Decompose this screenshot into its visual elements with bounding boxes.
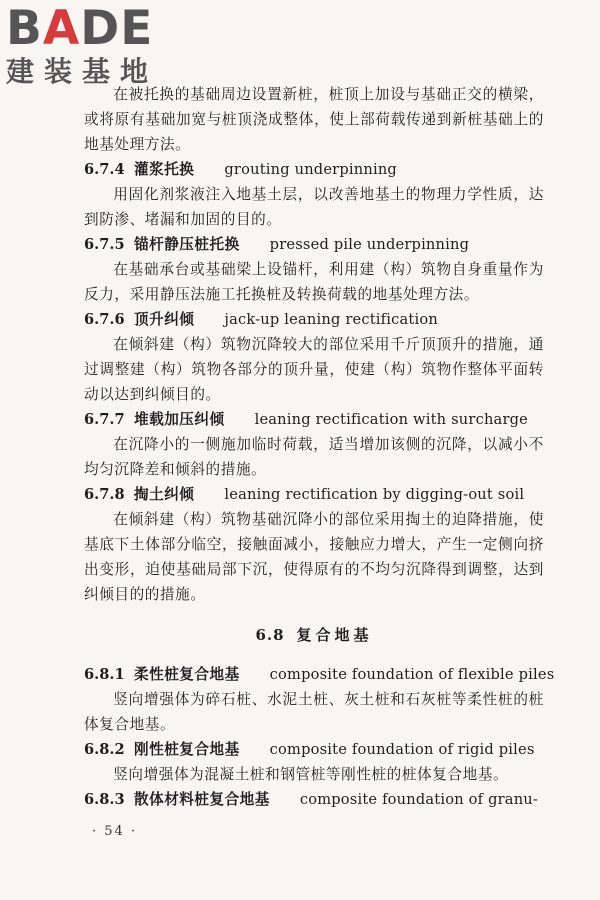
term-english: composite foundation of rigid piles (269, 741, 535, 758)
term-heading (84, 662, 555, 687)
term-6-7-4 (84, 157, 544, 232)
term-english: leaning rectification with surcharge (254, 411, 528, 428)
logo-chinese: 建装基地 (6, 55, 159, 88)
term-chinese: 堆载加压纠倾 (134, 411, 225, 428)
section-heading (84, 623, 544, 648)
term-definition: 竖向增强体为碎石桩、水泥土桩、灰土桩和石灰桩等柔性桩的桩体复合地基。 (84, 691, 544, 733)
term-definition: 在倾斜建（构）筑物沉降较大的部位采用千斤顶顶升的措施，通过调整建（构）筑物各部分的顶升量，使建（构）筑物作整体平面转动以达到纠倾目的。 (84, 336, 544, 403)
term-number: 6.8.2 (84, 741, 125, 758)
term-english: leaning rectification by digging-out soil (224, 486, 525, 503)
page-content (84, 82, 555, 812)
term-english: grouting underpinning (224, 161, 397, 178)
term-english: pressed pile underpinning (269, 236, 470, 253)
term-number: 6.7.4 (84, 161, 125, 178)
term-chinese: 刚性桩复合地基 (134, 741, 240, 758)
term-number: 6.7.8 (84, 486, 125, 503)
term-6-7-5 (84, 232, 544, 307)
term-definition: 用固化剂浆液注入地基土层，以改善地基土的物理力学性质，达到防渗、堵漏和加固的目的。 (84, 186, 544, 228)
term-6-7-6 (84, 307, 544, 407)
term-chinese: 柔性桩复合地基 (134, 666, 240, 683)
term-english: jack-up leaning rectification (224, 311, 438, 328)
logo-letter-a: A (42, 1, 81, 56)
term-6-8-1 (84, 662, 555, 737)
intro-paragraph: 在被托换的基础周边设置新桩，桩顶上加设与基础正交的横梁，或将原有基础加宽与桩顶浇成整体，使上部荷载传递到新桩基础上的地基处理方法。 (84, 86, 544, 153)
term-chinese: 散体材料桩复合地基 (134, 791, 270, 808)
term-chinese: 灌浆托换 (134, 161, 195, 178)
term-heading (84, 157, 544, 182)
term-english: composite foundation of granu- (299, 791, 539, 808)
logo-letters-de: DE (80, 1, 154, 56)
term-6-8-3 (84, 787, 544, 812)
site-logo (6, 1, 196, 88)
term-heading (84, 787, 544, 812)
term-number: 6.7.5 (84, 236, 125, 253)
term-6-8-2 (84, 737, 544, 787)
term-number: 6.8.3 (84, 791, 125, 808)
term-6-7-7 (84, 407, 544, 482)
term-chinese: 锚杆静压桩托换 (134, 236, 240, 253)
section-title: 复合地基 (296, 626, 373, 644)
term-number: 6.7.6 (84, 311, 125, 328)
term-definition: 在基础承台或基础梁上设锚杆，利用建（构）筑物自身重量作为反力，采用静压法施工托换桩及转换荷载的地基处理方法。 (84, 261, 544, 303)
term-6-7-8 (84, 482, 544, 607)
term-english: composite foundation of flexible piles (269, 666, 555, 683)
page-number: · 54 · (92, 824, 138, 839)
term-definition: 竖向增强体为混凝土桩和钢管桩等刚性桩的桩体复合地基。 (113, 766, 509, 783)
term-number: 6.8.1 (84, 666, 125, 683)
term-definition: 在倾斜建（构）筑物基础沉降小的部位采用掏土的迫降措施，使基底下土体部分临空，接触面减小，接触应力增大，产生一定侧向挤出变形，迫使基础局部下沉，使得原有的不均匀沉降得到调整，达到纠倾目的的措施。 (84, 511, 544, 603)
term-number: 6.7.7 (84, 411, 125, 428)
term-definition: 在沉降小的一侧施加临时荷载，适当增加该侧的沉降，以减小不均匀沉降差和倾斜的措施。 (84, 436, 544, 478)
term-heading (84, 737, 544, 762)
term-heading (84, 482, 544, 507)
term-heading (84, 307, 544, 332)
term-heading (84, 407, 544, 432)
section-number: 6.8 (255, 626, 285, 644)
logo-letter-b: B (6, 1, 43, 56)
term-chinese: 掏土纠倾 (134, 486, 195, 503)
term-heading (84, 232, 544, 257)
logo-wordmark (6, 1, 196, 56)
term-chinese: 顶升纠倾 (134, 311, 195, 328)
